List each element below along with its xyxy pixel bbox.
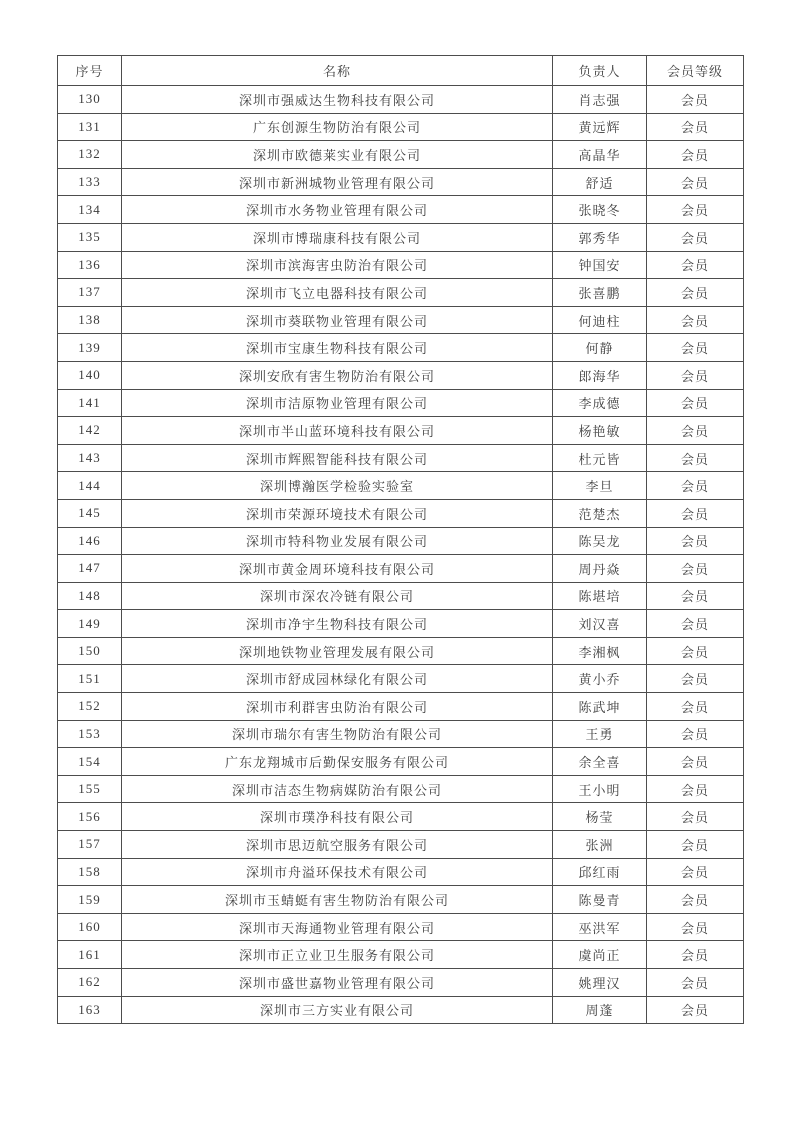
table-row <box>58 693 744 721</box>
cell-company-name: 深圳市葵联物业管理有限公司 <box>122 306 553 334</box>
table-row <box>58 858 744 886</box>
table-row <box>58 223 744 251</box>
table-row <box>58 168 744 196</box>
cell-person-in-charge: 陈吴龙 <box>553 527 647 555</box>
cell-company-name: 深圳市正立业卫生服务有限公司 <box>122 941 553 969</box>
cell-person-in-charge: 何静 <box>553 334 647 362</box>
cell-person-in-charge: 肖志强 <box>553 86 647 114</box>
cell-person-in-charge: 李成德 <box>553 389 647 417</box>
table-row <box>58 499 744 527</box>
cell-person-in-charge: 钟国安 <box>553 251 647 279</box>
cell-serial-number: 159 <box>58 886 122 914</box>
cell-serial-number: 158 <box>58 858 122 886</box>
cell-member-level: 会员 <box>647 417 744 445</box>
cell-company-name: 深圳市三方实业有限公司 <box>122 996 553 1024</box>
header-cell-serial-number: 序号 <box>58 56 122 86</box>
cell-member-level: 会员 <box>647 334 744 362</box>
cell-member-level: 会员 <box>647 196 744 224</box>
cell-company-name: 深圳市飞立电器科技有限公司 <box>122 279 553 307</box>
cell-company-name: 深圳市玉蜻蜓有害生物防治有限公司 <box>122 886 553 914</box>
cell-company-name: 深圳市滨海害虫防治有限公司 <box>122 251 553 279</box>
table-header-row <box>58 56 744 86</box>
cell-person-in-charge: 虞尚正 <box>553 941 647 969</box>
cell-member-level: 会员 <box>647 472 744 500</box>
table-row <box>58 527 744 555</box>
cell-company-name: 深圳市思迈航空服务有限公司 <box>122 831 553 859</box>
table-row <box>58 775 744 803</box>
cell-person-in-charge: 何迪柱 <box>553 306 647 334</box>
cell-company-name: 深圳市净宇生物科技有限公司 <box>122 610 553 638</box>
cell-person-in-charge: 陈曼青 <box>553 886 647 914</box>
cell-person-in-charge: 邱红雨 <box>553 858 647 886</box>
cell-member-level: 会员 <box>647 803 744 831</box>
cell-member-level: 会员 <box>647 996 744 1024</box>
cell-member-level: 会员 <box>647 279 744 307</box>
cell-person-in-charge: 陈武坤 <box>553 693 647 721</box>
cell-person-in-charge: 杨莹 <box>553 803 647 831</box>
cell-member-level: 会员 <box>647 858 744 886</box>
cell-serial-number: 142 <box>58 417 122 445</box>
cell-member-level: 会员 <box>647 610 744 638</box>
cell-serial-number: 137 <box>58 279 122 307</box>
cell-person-in-charge: 高晶华 <box>553 141 647 169</box>
cell-member-level: 会员 <box>647 693 744 721</box>
table-row <box>58 444 744 472</box>
cell-member-level: 会员 <box>647 306 744 334</box>
cell-serial-number: 152 <box>58 693 122 721</box>
cell-serial-number: 156 <box>58 803 122 831</box>
cell-member-level: 会员 <box>647 775 744 803</box>
cell-company-name: 深圳市利群害虫防治有限公司 <box>122 693 553 721</box>
cell-member-level: 会员 <box>647 886 744 914</box>
cell-company-name: 深圳市强威达生物科技有限公司 <box>122 86 553 114</box>
table-row <box>58 637 744 665</box>
table-row <box>58 113 744 141</box>
cell-member-level: 会员 <box>647 720 744 748</box>
cell-member-level: 会员 <box>647 168 744 196</box>
cell-company-name: 深圳市洁态生物病媒防治有限公司 <box>122 775 553 803</box>
cell-company-name: 深圳市天海通物业管理有限公司 <box>122 913 553 941</box>
table-header <box>58 56 744 86</box>
cell-company-name: 深圳市荣源环境技术有限公司 <box>122 499 553 527</box>
cell-serial-number: 135 <box>58 223 122 251</box>
cell-person-in-charge: 黄远辉 <box>553 113 647 141</box>
cell-serial-number: 140 <box>58 361 122 389</box>
cell-member-level: 会员 <box>647 86 744 114</box>
table-row <box>58 472 744 500</box>
cell-company-name: 深圳市舒成园林绿化有限公司 <box>122 665 553 693</box>
table-row <box>58 141 744 169</box>
cell-serial-number: 157 <box>58 831 122 859</box>
cell-serial-number: 149 <box>58 610 122 638</box>
cell-person-in-charge: 郎海华 <box>553 361 647 389</box>
cell-serial-number: 141 <box>58 389 122 417</box>
cell-serial-number: 130 <box>58 86 122 114</box>
table-row <box>58 555 744 583</box>
table-row <box>58 803 744 831</box>
cell-company-name: 深圳市水务物业管理有限公司 <box>122 196 553 224</box>
cell-serial-number: 133 <box>58 168 122 196</box>
cell-serial-number: 151 <box>58 665 122 693</box>
cell-person-in-charge: 杜元皆 <box>553 444 647 472</box>
cell-person-in-charge: 张晓冬 <box>553 196 647 224</box>
table-row <box>58 610 744 638</box>
cell-company-name: 深圳市博瑞康科技有限公司 <box>122 223 553 251</box>
table-row <box>58 941 744 969</box>
cell-serial-number: 134 <box>58 196 122 224</box>
cell-company-name: 深圳市新洲城物业管理有限公司 <box>122 168 553 196</box>
cell-person-in-charge: 王小明 <box>553 775 647 803</box>
cell-person-in-charge: 周蓬 <box>553 996 647 1024</box>
cell-serial-number: 155 <box>58 775 122 803</box>
cell-company-name: 深圳市半山蓝环境科技有限公司 <box>122 417 553 445</box>
table-row <box>58 969 744 997</box>
cell-company-name: 深圳市璞净科技有限公司 <box>122 803 553 831</box>
cell-member-level: 会员 <box>647 113 744 141</box>
table-row <box>58 196 744 224</box>
table-row <box>58 361 744 389</box>
cell-person-in-charge: 刘汉喜 <box>553 610 647 638</box>
cell-company-name: 深圳博瀚医学检验实验室 <box>122 472 553 500</box>
cell-serial-number: 150 <box>58 637 122 665</box>
cell-serial-number: 131 <box>58 113 122 141</box>
cell-serial-number: 153 <box>58 720 122 748</box>
cell-member-level: 会员 <box>647 141 744 169</box>
cell-member-level: 会员 <box>647 389 744 417</box>
cell-person-in-charge: 王勇 <box>553 720 647 748</box>
cell-serial-number: 139 <box>58 334 122 362</box>
cell-member-level: 会员 <box>647 499 744 527</box>
cell-member-level: 会员 <box>647 251 744 279</box>
table-row <box>58 86 744 114</box>
cell-member-level: 会员 <box>647 555 744 583</box>
cell-member-level: 会员 <box>647 361 744 389</box>
cell-company-name: 深圳市黄金周环境科技有限公司 <box>122 555 553 583</box>
cell-person-in-charge: 郭秀华 <box>553 223 647 251</box>
cell-company-name: 广东创源生物防治有限公司 <box>122 113 553 141</box>
cell-person-in-charge: 黄小乔 <box>553 665 647 693</box>
cell-member-level: 会员 <box>647 582 744 610</box>
cell-person-in-charge: 张洲 <box>553 831 647 859</box>
table-row <box>58 720 744 748</box>
table-row <box>58 831 744 859</box>
cell-member-level: 会员 <box>647 941 744 969</box>
cell-person-in-charge: 李湘枫 <box>553 637 647 665</box>
cell-company-name: 深圳市洁原物业管理有限公司 <box>122 389 553 417</box>
cell-member-level: 会员 <box>647 223 744 251</box>
cell-person-in-charge: 余全喜 <box>553 748 647 776</box>
cell-company-name: 深圳市瑞尔有害生物防治有限公司 <box>122 720 553 748</box>
cell-person-in-charge: 杨艳敏 <box>553 417 647 445</box>
cell-company-name: 深圳安欣有害生物防治有限公司 <box>122 361 553 389</box>
cell-serial-number: 161 <box>58 941 122 969</box>
cell-serial-number: 132 <box>58 141 122 169</box>
table-row <box>58 748 744 776</box>
cell-serial-number: 136 <box>58 251 122 279</box>
table-row <box>58 389 744 417</box>
table-row <box>58 996 744 1024</box>
cell-person-in-charge: 李旦 <box>553 472 647 500</box>
cell-person-in-charge: 陈堪培 <box>553 582 647 610</box>
cell-company-name: 广东龙翔城市后勤保安服务有限公司 <box>122 748 553 776</box>
table-row <box>58 334 744 362</box>
cell-company-name: 深圳市舟溢环保技术有限公司 <box>122 858 553 886</box>
table-row <box>58 251 744 279</box>
cell-member-level: 会员 <box>647 831 744 859</box>
cell-serial-number: 146 <box>58 527 122 555</box>
table-row <box>58 279 744 307</box>
cell-member-level: 会员 <box>647 665 744 693</box>
header-cell-member-level: 会员等级 <box>647 56 744 86</box>
table-row <box>58 306 744 334</box>
member-list-table <box>57 55 744 1024</box>
cell-person-in-charge: 周丹焱 <box>553 555 647 583</box>
table-row <box>58 582 744 610</box>
table-row <box>58 417 744 445</box>
header-cell-person-in-charge: 负责人 <box>553 56 647 86</box>
table-row <box>58 886 744 914</box>
cell-member-level: 会员 <box>647 913 744 941</box>
table-row <box>58 665 744 693</box>
cell-person-in-charge: 范楚杰 <box>553 499 647 527</box>
cell-serial-number: 154 <box>58 748 122 776</box>
cell-company-name: 深圳市盛世嘉物业管理有限公司 <box>122 969 553 997</box>
cell-member-level: 会员 <box>647 444 744 472</box>
cell-company-name: 深圳市欧德莱实业有限公司 <box>122 141 553 169</box>
cell-serial-number: 162 <box>58 969 122 997</box>
cell-company-name: 深圳市宝康生物科技有限公司 <box>122 334 553 362</box>
table-body <box>58 86 744 1024</box>
cell-serial-number: 145 <box>58 499 122 527</box>
cell-serial-number: 138 <box>58 306 122 334</box>
cell-member-level: 会员 <box>647 748 744 776</box>
cell-person-in-charge: 巫洪军 <box>553 913 647 941</box>
cell-company-name: 深圳市特科物业发展有限公司 <box>122 527 553 555</box>
cell-serial-number: 160 <box>58 913 122 941</box>
cell-serial-number: 148 <box>58 582 122 610</box>
cell-serial-number: 147 <box>58 555 122 583</box>
table-row <box>58 913 744 941</box>
cell-company-name: 深圳市深农冷链有限公司 <box>122 582 553 610</box>
cell-person-in-charge: 姚理汉 <box>553 969 647 997</box>
cell-person-in-charge: 舒适 <box>553 168 647 196</box>
cell-member-level: 会员 <box>647 637 744 665</box>
cell-company-name: 深圳地铁物业管理发展有限公司 <box>122 637 553 665</box>
cell-member-level: 会员 <box>647 527 744 555</box>
cell-serial-number: 163 <box>58 996 122 1024</box>
cell-serial-number: 144 <box>58 472 122 500</box>
cell-company-name: 深圳市辉熙智能科技有限公司 <box>122 444 553 472</box>
cell-serial-number: 143 <box>58 444 122 472</box>
cell-member-level: 会员 <box>647 969 744 997</box>
header-cell-company-name: 名称 <box>122 56 553 86</box>
cell-person-in-charge: 张喜鹏 <box>553 279 647 307</box>
